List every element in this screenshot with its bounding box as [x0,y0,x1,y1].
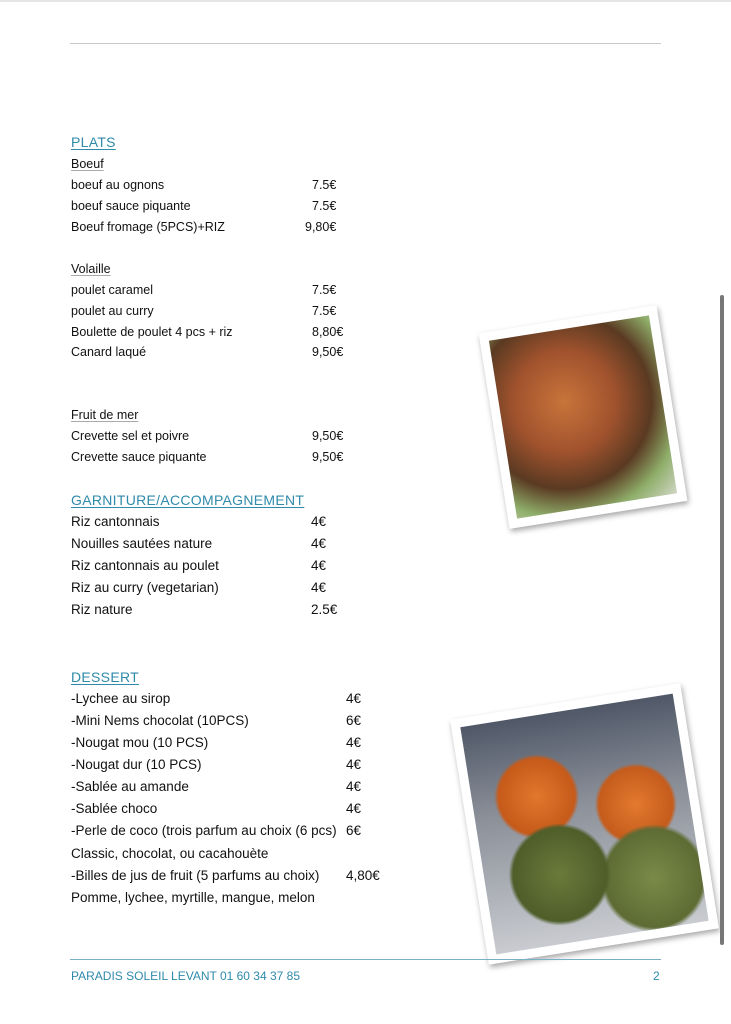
subsection-fruit-de-mer: Fruit de mer [71,408,139,422]
menu-item-name: Canard laqué [71,345,147,359]
menu-item-name: -Mini Nems chocolat (10PCS) [71,713,249,728]
photo-desserts [450,683,719,964]
top-border [0,0,731,2]
menu-item-name: -Sablée au amande [71,779,189,794]
header-rule [70,43,661,44]
footer-contact: PARADIS SOLEIL LEVANT 01 60 34 37 85 [71,969,301,983]
menu-item-note: Pomme, lychee, myrtille, mangue, melon [71,890,315,905]
menu-item-price: 4€ [311,536,327,551]
menu-item-price: 9,50€ [312,345,344,359]
page-number: 2 [653,969,660,983]
menu-item-name: Crevette sel et poivre [71,429,190,443]
menu-item-price: 7.5€ [312,283,337,297]
menu-item-name: -Billes de jus de fruit (5 parfums au choix) [71,868,320,883]
scrollbar[interactable] [720,295,724,945]
menu-item-price: 4,80€ [346,868,380,883]
menu-item-name: boeuf au ognons [71,178,165,192]
menu-item-price: 7.5€ [312,178,337,192]
menu-item-price: 4€ [346,757,362,772]
menu-item-price: 4€ [346,735,362,750]
menu-item-name: Boeuf fromage (5PCS)+RIZ [71,220,225,234]
menu-item-name: boeuf sauce piquante [71,199,191,213]
section-title-garniture: GARNITURE/ACCOMPAGNEMENT [71,492,305,508]
footer-rule [70,959,661,960]
menu-item-price: 6€ [346,823,362,838]
menu-item-price: 8,80€ [312,325,344,339]
menu-item-price: 4€ [311,580,327,595]
menu-item-name: poulet au curry [71,304,154,318]
menu-item-price: 9,50€ [312,429,344,443]
menu-item-name: Crevette sauce piquante [71,450,207,464]
menu-item-price: 9,80€ [305,220,337,234]
menu-item-price: 4€ [311,558,327,573]
menu-item-name: -Nougat dur (10 PCS) [71,757,202,772]
menu-item-name: poulet caramel [71,283,153,297]
menu-item-name: Boulette de poulet 4 pcs + riz [71,325,233,339]
menu-item-name: Riz cantonnais au poulet [71,558,219,573]
menu-item-price: 2.5€ [311,602,338,617]
menu-item-name: Riz cantonnais [71,514,160,529]
menu-item-price: 4€ [346,801,362,816]
menu-item-note: Classic, chocolat, ou cacahouète [71,846,269,861]
section-title-dessert: DESSERT [71,669,139,685]
menu-item-price: 6€ [346,713,362,728]
menu-item-name: Riz au curry (vegetarian) [71,580,219,595]
section-title-plats: PLATS [71,134,116,150]
menu-item-price: 7.5€ [312,199,337,213]
subsection-boeuf: Boeuf [71,157,104,171]
menu-item-name: -Perle de coco (trois parfum au choix (6 pcs) [71,823,337,838]
menu-item-name: Nouilles sautées nature [71,536,213,551]
menu-item-name: -Nougat mou (10 PCS) [71,735,209,750]
photo-canard-laque [479,305,688,529]
menu-item-price: 9,50€ [312,450,344,464]
subsection-volaille: Volaille [71,262,111,276]
menu-item-name: Riz nature [71,602,133,617]
menu-item-price: 4€ [346,691,362,706]
menu-item-price: 4€ [311,514,327,529]
menu-item-price: 4€ [346,779,362,794]
menu-item-name: -Lychee au sirop [71,691,171,706]
menu-item-name: -Sablée choco [71,801,158,816]
menu-item-price: 7.5€ [312,304,337,318]
